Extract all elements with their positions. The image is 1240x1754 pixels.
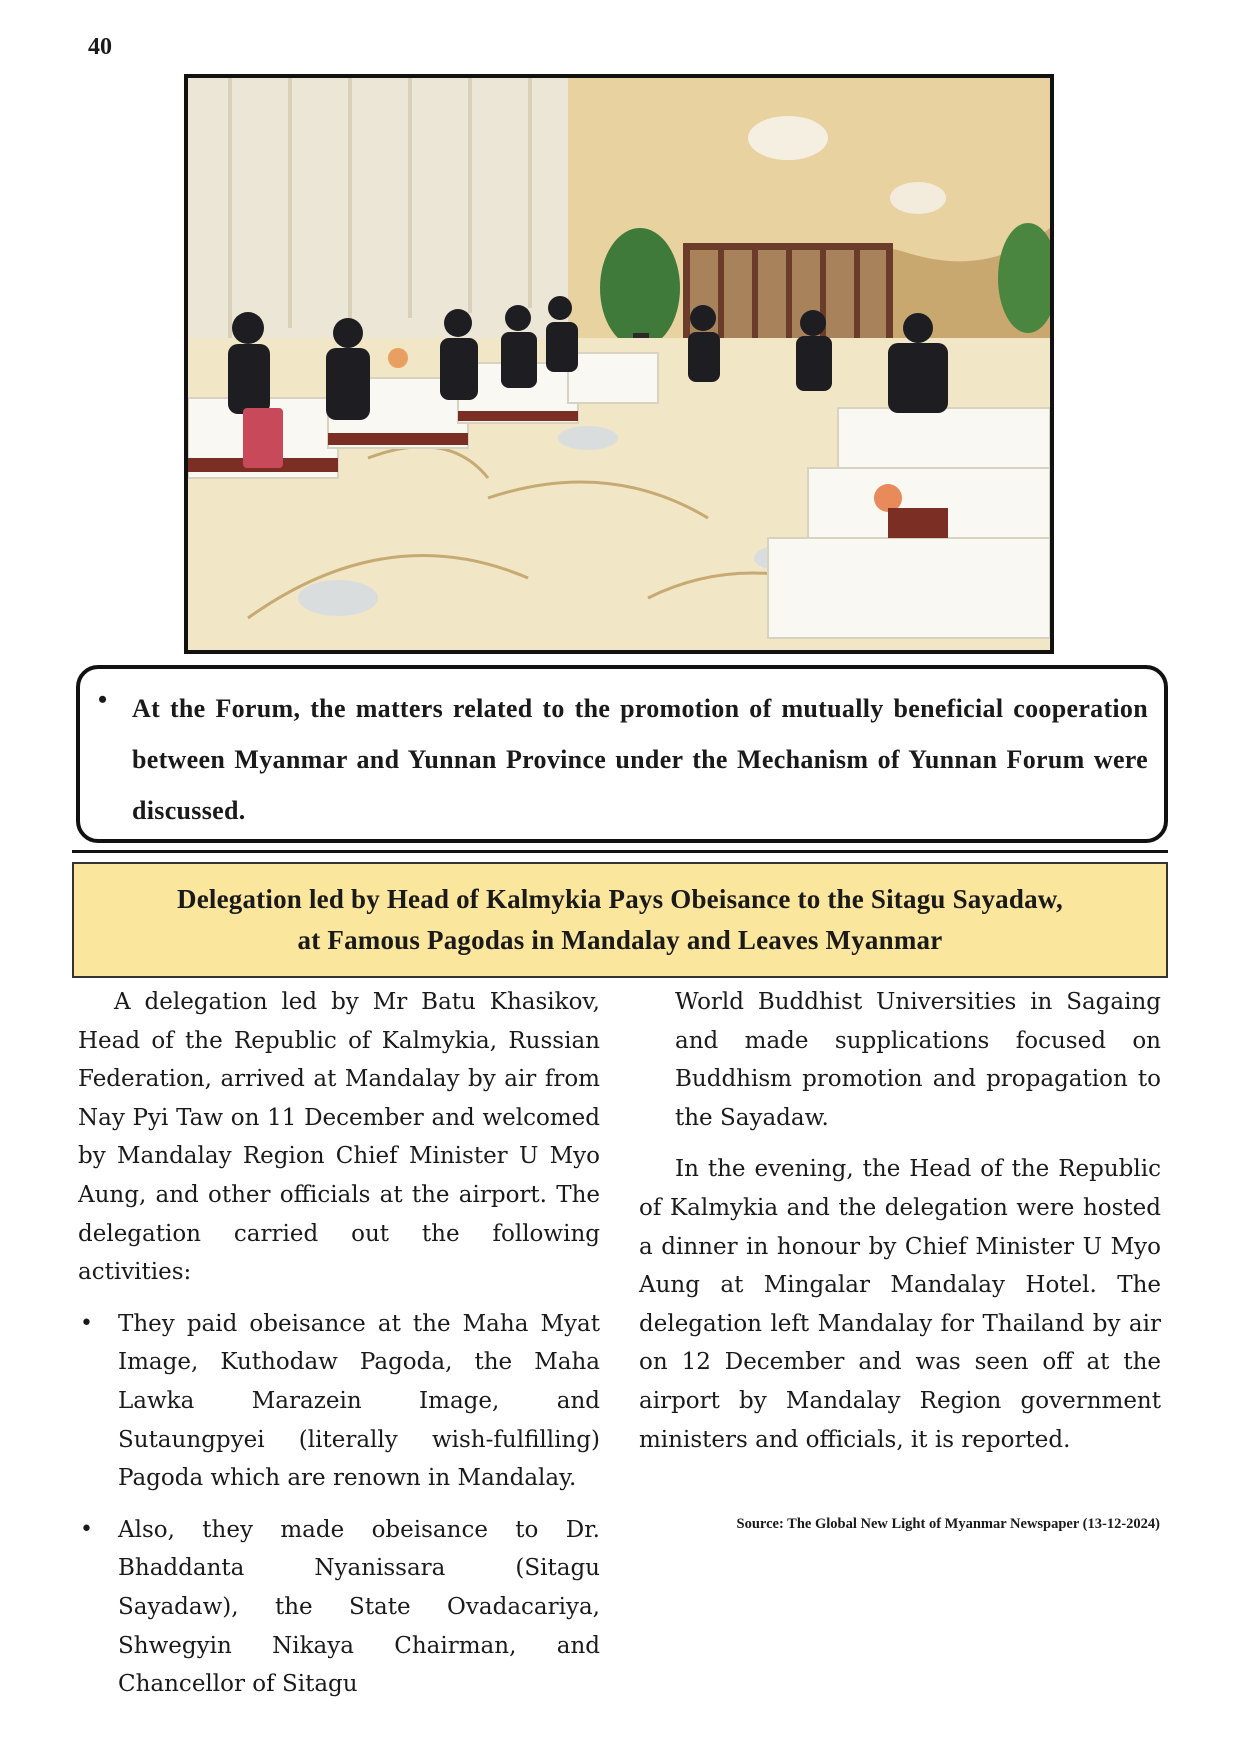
headline-line-2: at Famous Pagodas in Mandalay and Leaves Myanmar <box>297 925 943 955</box>
bullet-icon: • <box>80 1310 93 1336</box>
article-column-left <box>78 983 600 1717</box>
article-continuation: World Buddhist Universities in Sagaing and made supplications focused on Buddhism promotion and propagation to the Sayadaw. <box>675 989 1161 1131</box>
activities-list <box>78 1305 600 1704</box>
forum-highlight-box <box>76 665 1168 843</box>
meeting-photo <box>184 74 1054 654</box>
article-column-right <box>639 983 1161 1472</box>
list-item <box>78 1305 600 1498</box>
article-headline-box <box>72 862 1168 978</box>
page-number: 40 <box>88 34 112 60</box>
bullet-icon: • <box>98 685 108 714</box>
article-evening: In the evening, the Head of the Republic of Kalmykia and the delegation were hosted a dinner in honour by Chief Minister U Myo Aung at Mingalar Mandalay Hotel. The delegation left Mandalay for Thailand by air on 12 December and was seen off at the airport by Mandalay Region government ministers and officials, it is reported. <box>639 1156 1161 1453</box>
article-intro: A delegation led by Mr Batu Khasikov, Head of the Republic of Kalmykia, Russian Federation, arrived at Mandalay by air from Nay Pyi Taw on 11 December and welcomed by Mandalay Region Chief Minister U Myo Aung, and other officials at the airport. The delegation carried out the following activities: <box>78 989 600 1286</box>
activity-text: They paid obeisance at the Maha Myat Image, Kuthodaw Pagoda, the Maha Lawka Marazein Image, and Sutaungpyei (literally wish-fulfilling) Pagoda which are renown in Mandalay. <box>118 1310 600 1492</box>
bullet-icon: • <box>80 1516 93 1542</box>
activity-text: Also, they made obeisance to Dr. Bhaddanta Nyanissara (Sitagu Sayadaw), the State Ovadacariya, Shwegyin Nikaya Chairman, and Chancellor of Sitagu <box>118 1516 600 1698</box>
article-source: Source: The Global New Light of Myanmar Newspaper (13-12-2024) <box>736 1516 1160 1532</box>
section-divider <box>72 850 1168 853</box>
meeting-photo-illustration <box>188 78 1050 650</box>
list-item <box>78 1511 600 1704</box>
headline-line-1: Delegation led by Head of Kalmykia Pays Obeisance to the Sitagu Sayadaw, <box>177 884 1063 914</box>
article-headline <box>177 879 1063 961</box>
forum-highlight-text: At the Forum, the matters related to the promotion of mutually beneficial cooperation between Myanmar and Yunnan Province under the Mechanism of Yunnan Forum were discussed. <box>132 694 1148 825</box>
